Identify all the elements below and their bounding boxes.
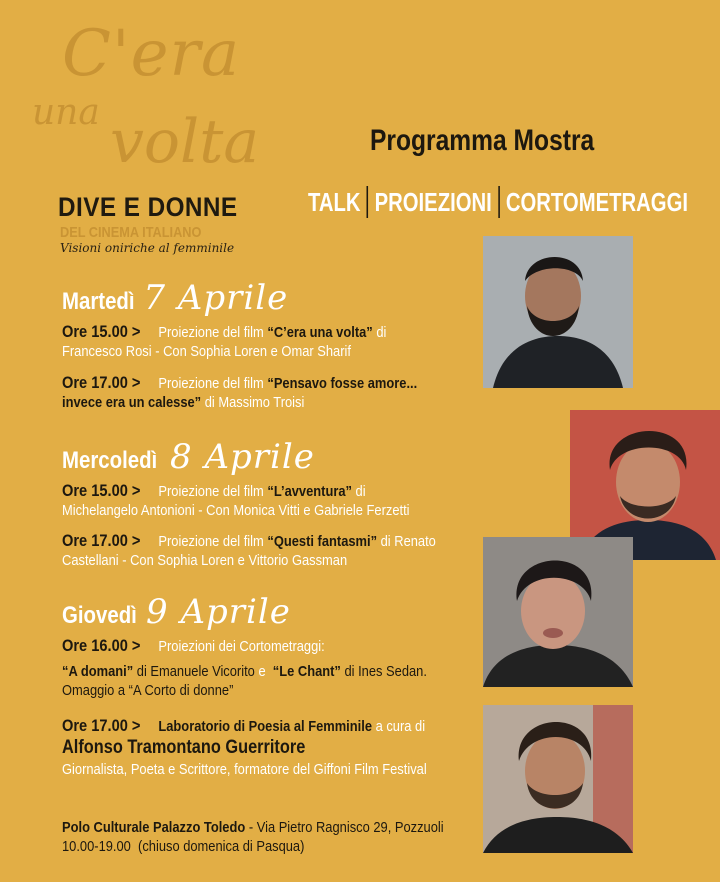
event-mercoledi-1 (62, 481, 410, 520)
event-time: Ore 15.00 > (62, 481, 141, 500)
film-title: “C’era una volta” (267, 324, 373, 341)
event-title: Laboratorio di Poesia al Femminile (158, 718, 373, 735)
venue-address: - Via Pietro Ragnisco 29, Pozzuoli (245, 819, 444, 836)
portrait-photo-1 (483, 236, 633, 388)
event-text: Proiezione del film (158, 324, 268, 341)
event-text: Proiezione del film (158, 533, 268, 550)
venue-name: Polo Culturale Palazzo Toledo (62, 819, 246, 836)
event-details: Francesco Rosi - Con Sophia Loren e Omar Sharif (62, 343, 351, 360)
event-text: Proiezione del film (158, 483, 268, 500)
event-text: di Massimo Troisi (201, 394, 305, 411)
event-text: di Renato (377, 533, 436, 550)
film-title: “Pensavo fosse amore... (267, 375, 418, 392)
day-name: Giovedì (62, 602, 137, 629)
event-text: Proiezione del film (158, 375, 268, 392)
film-title: “L’avventura” (267, 483, 352, 500)
event-time: Ore 15.00 > (62, 322, 141, 341)
day-name: Martedì (62, 288, 135, 315)
event-giovedi-2 (62, 716, 427, 779)
opening-hours: 10.00-19.00 (62, 838, 131, 855)
event-text: di (372, 324, 387, 341)
event-text: di Ines Sedan. (340, 663, 427, 680)
portrait-photo-3 (483, 537, 633, 687)
event-martedi-1 (62, 322, 386, 361)
category-cortometraggi: CORTOMETRAGGI (505, 186, 688, 217)
event-text: e (258, 663, 266, 680)
logo-subtitle: DEL CINEMA ITALIANO (60, 224, 202, 241)
category-proiezioni: PROIEZIONI (374, 186, 492, 217)
day-date: 7 Aprile (143, 278, 289, 318)
closing-note: (chiuso domenica di Pasqua) (138, 838, 305, 855)
logo-volta: volta (110, 107, 260, 177)
event-time: Ore 16.00 > (62, 636, 141, 655)
film-title: invece era un calesse” (62, 394, 202, 411)
logo-una: una (32, 92, 100, 133)
event-details: Castellani - Con Sophia Loren e Vittorio Gassman (62, 552, 348, 569)
film-title: “A domani” (62, 663, 134, 680)
event-mercoledi-2 (62, 531, 436, 570)
day-header-mercoledi (62, 437, 315, 477)
event-time: Ore 17.00 > (62, 716, 141, 735)
logo-cera: C'era (62, 17, 241, 91)
event-details: Omaggio a “A Corto di donne” (62, 682, 234, 699)
event-time: Ore 17.00 > (62, 531, 141, 550)
event-text: di (351, 483, 366, 500)
film-title: “Le Chant” (272, 663, 341, 680)
speaker-description: Giornalista, Poeta e Scrittore, formatore del Giffoni Film Festival (62, 761, 427, 778)
event-details: Michelangelo Antonioni - Con Monica Vitti e Gabriele Ferzetti (62, 502, 410, 519)
logo-title: DIVE E DONNE (58, 192, 238, 222)
logo-tagline: Visioni oniriche al femminile (60, 241, 235, 255)
event-text: Proiezioni dei Cortometraggi: (158, 638, 325, 655)
speaker-name: Alfonso Tramontano Guerritore (62, 737, 306, 758)
category-list (308, 186, 688, 218)
event-martedi-2 (62, 373, 417, 412)
event-text: di Emanuele Vicorito (133, 663, 259, 680)
film-title: “Questi fantasmi” (267, 533, 378, 550)
category-divider (498, 186, 500, 218)
category-divider (367, 186, 369, 218)
day-header-giovedi (62, 592, 291, 632)
footer (62, 818, 444, 856)
day-header-martedi (62, 278, 288, 318)
program-title: Programma Mostra (370, 124, 595, 157)
day-date: 8 Aprile (170, 437, 315, 477)
day-name: Mercoledì (62, 447, 158, 474)
event-giovedi-1 (62, 636, 427, 700)
day-date: 9 Aprile (146, 592, 291, 632)
event-time: Ore 17.00 > (62, 373, 141, 392)
portrait-photo-4 (483, 705, 633, 853)
category-talk: TALK (308, 186, 361, 217)
event-text: a cura di (372, 718, 426, 735)
